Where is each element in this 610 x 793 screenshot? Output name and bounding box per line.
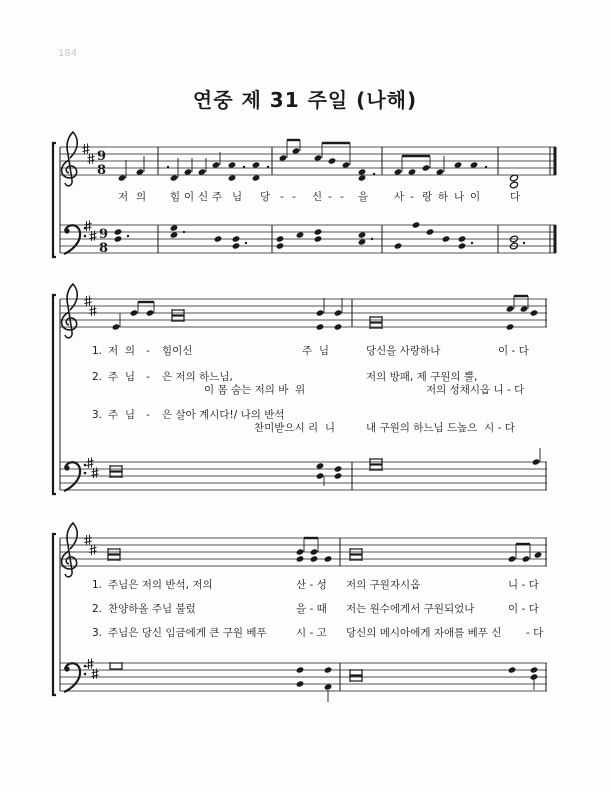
verse-number: 2. xyxy=(92,371,103,383)
verse-text: - xyxy=(146,371,150,383)
verse-text: 주님은 당신 임금에게 큰 구원 베푸 xyxy=(108,627,267,639)
verse-text: 주 님 xyxy=(108,409,135,421)
verse-text: 이 - 다 xyxy=(508,603,539,615)
verse-text: 산 - 성 xyxy=(296,579,327,591)
lyric-syllable: 신 xyxy=(312,191,323,203)
lyric-syllable: 하 xyxy=(438,191,449,203)
lyric-syllable: 의 xyxy=(136,191,147,203)
verse-text: - 다 xyxy=(526,627,544,639)
system-1 xyxy=(53,143,556,257)
svg-text:9: 9 xyxy=(99,227,109,242)
lyric-syllable: - xyxy=(340,191,344,203)
verse-text: - xyxy=(146,409,150,421)
verse-text: 주 님 xyxy=(108,371,135,383)
lyric-syllable: - xyxy=(292,191,296,203)
verse-text: 시 - 고 xyxy=(296,627,327,639)
verse-text: 저의 성채시옵 니 - 다 xyxy=(426,384,525,396)
page-number: 184 xyxy=(58,48,78,59)
lyric-syllable: 사 xyxy=(394,191,405,203)
verse-text: 찬양하올 주님 불렀 xyxy=(108,603,196,615)
lyric-syllable: 을 xyxy=(358,191,369,203)
lyric-syllable: 님 xyxy=(232,191,243,203)
verse-text: 이 - 다 xyxy=(498,345,529,357)
lyric-syllable: 당 xyxy=(260,191,271,203)
lyric-syllable: - xyxy=(410,191,414,203)
lyric-syllable: 나 xyxy=(454,191,465,203)
verse-text: 이 몸 숨는 저의 바 위 xyxy=(204,384,306,396)
lyric-syllable: 다 xyxy=(510,191,521,203)
lyric-syllable: 힘 xyxy=(170,191,181,203)
lyric-syllable: 이 xyxy=(470,191,481,203)
lyric-syllable: 신 xyxy=(198,191,209,203)
verse-text: 을 - 때 xyxy=(296,603,327,615)
page-title: 연중 제 31 주일 (나해) xyxy=(192,88,418,112)
lyric-syllable: 저 xyxy=(118,191,129,203)
verse-text: 니 - 다 xyxy=(508,579,539,591)
svg-text:8: 8 xyxy=(99,241,109,256)
verse-number: 2. xyxy=(92,603,103,615)
verse-number: 3. xyxy=(92,409,103,421)
verse-text: 저 의 xyxy=(108,345,135,357)
verse-text: 저는 원수에게서 구원되었나 xyxy=(346,603,475,615)
verse-text: 주 님 xyxy=(302,345,329,357)
verse-number: 1. xyxy=(92,345,103,357)
verse-text: 주님은 저의 반석, 저의 xyxy=(108,579,213,591)
lyric-syllable: 주 xyxy=(212,191,223,203)
verse-text: 찬미받으시 리 니 xyxy=(254,422,336,434)
verse-number: 3. xyxy=(92,627,103,639)
verse-text: 저의 방패, 제 구원의 뿔, xyxy=(366,371,478,383)
verse-text: 당신의 메시아에게 자애를 베푸 신 xyxy=(346,627,502,639)
verse-text: 저의 구원자시옵 xyxy=(346,579,421,591)
verse-text: 당신을 사랑하나 xyxy=(366,345,441,357)
verse-text: 은 살아 계시다!/ 나의 반석 xyxy=(162,409,285,421)
system-3-notes xyxy=(108,548,542,691)
lyric-syllable: - xyxy=(328,191,332,203)
verse-text: - xyxy=(146,345,150,357)
lyric-syllable: 이 xyxy=(184,191,195,203)
verse-text: 내 구원의 하느님 드높으 시 - 다 xyxy=(366,422,515,434)
lyric-syllable: - xyxy=(280,191,284,203)
svg-text:8: 8 xyxy=(97,163,107,178)
svg-text:9: 9 xyxy=(97,149,107,164)
verse-text: 힘이신 xyxy=(162,345,193,357)
verse-number: 1. xyxy=(92,579,103,591)
verse-text: 은 저의 하느님, xyxy=(162,371,233,383)
lyric-syllable: 랑 xyxy=(422,191,433,203)
